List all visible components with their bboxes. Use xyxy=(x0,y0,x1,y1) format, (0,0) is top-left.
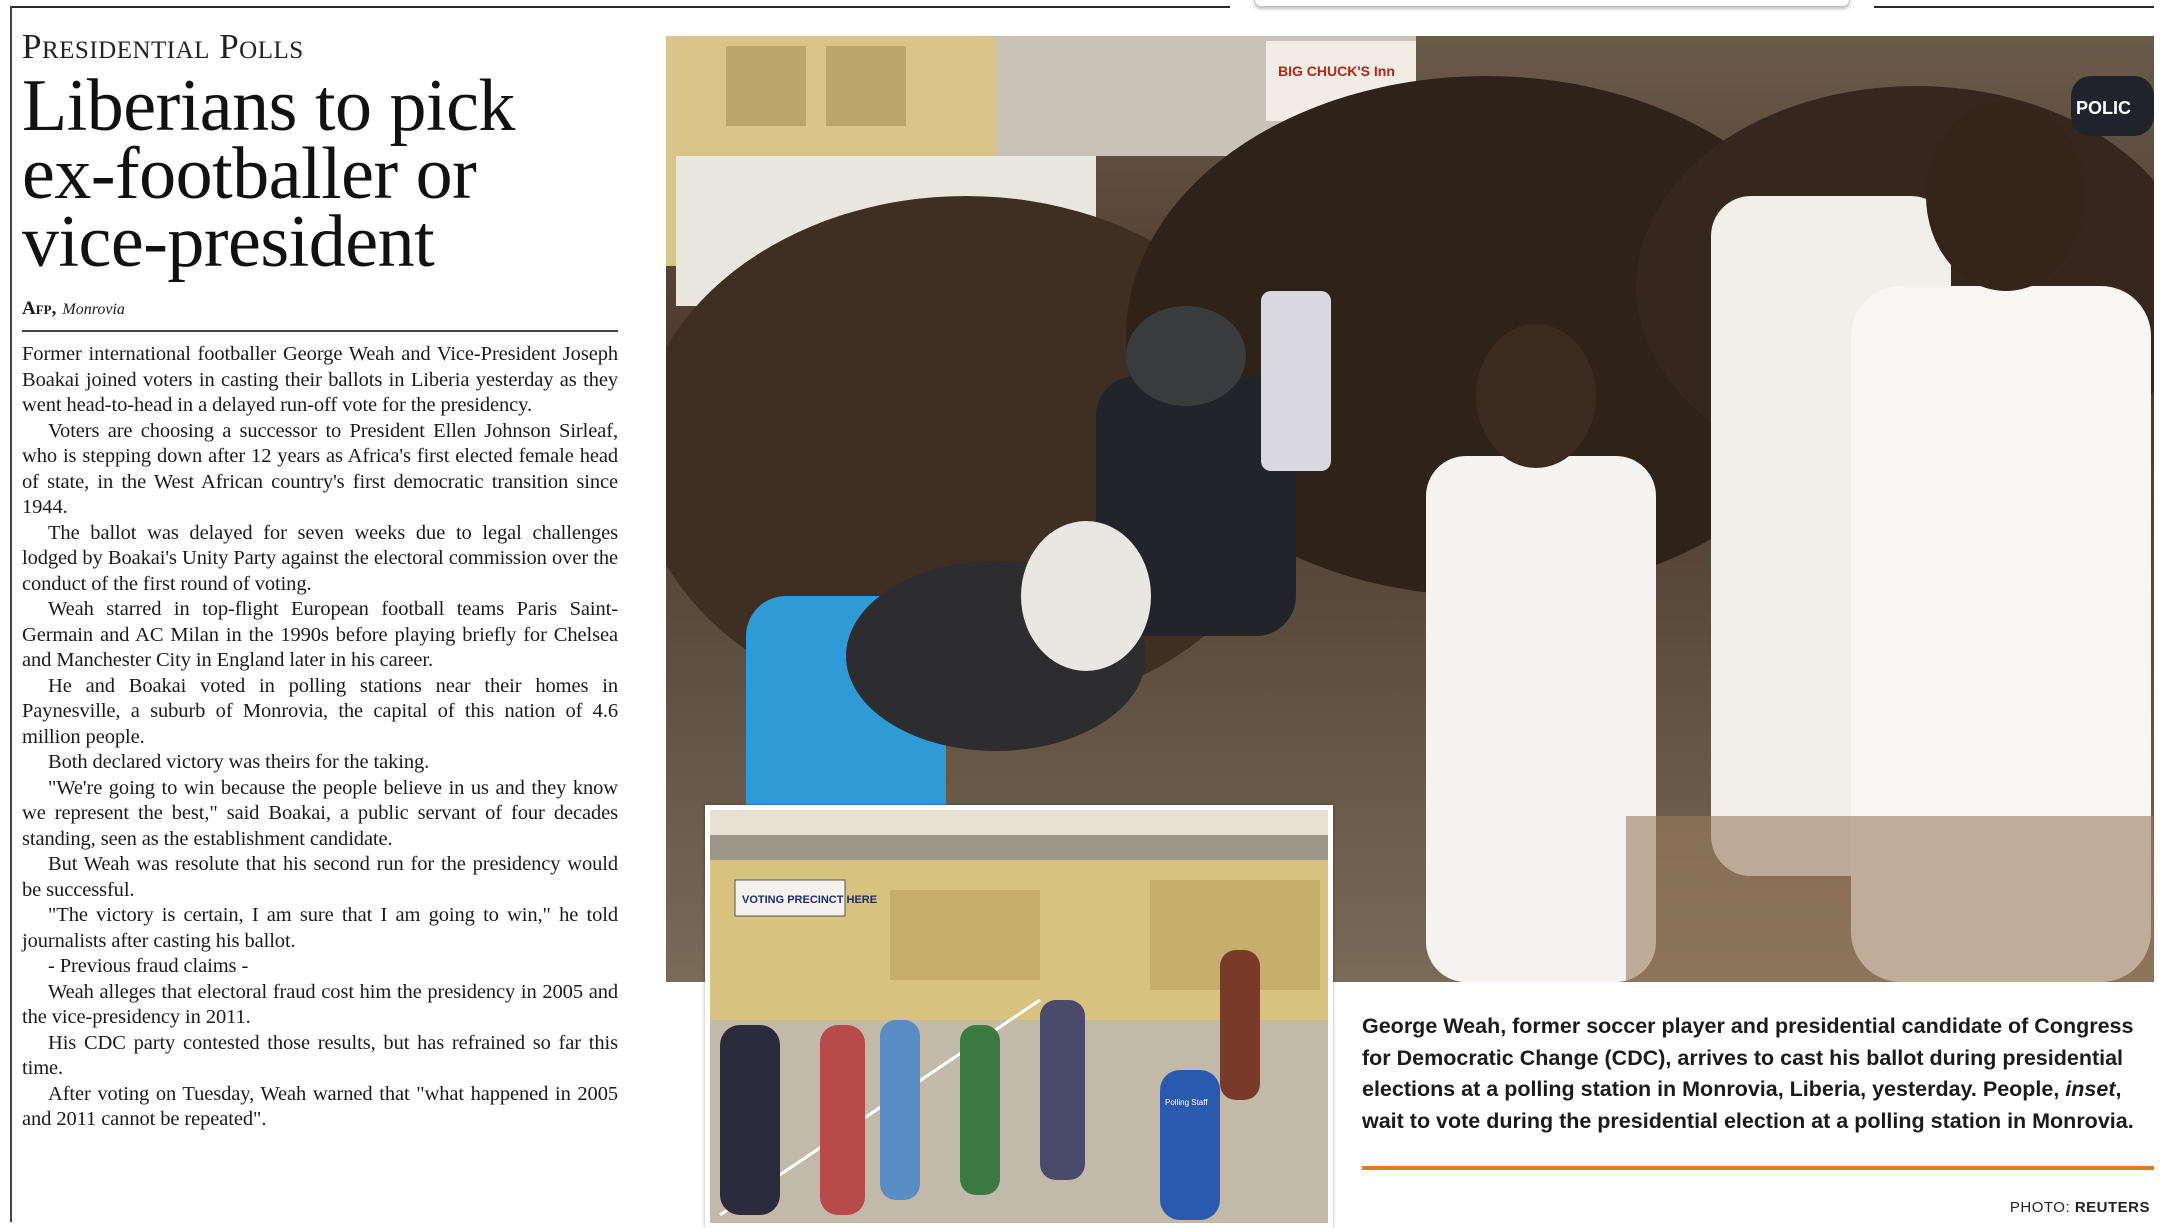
voter-figure xyxy=(720,1025,780,1215)
voter-figure xyxy=(1220,950,1260,1100)
wall-vent xyxy=(826,46,906,126)
roof xyxy=(710,835,1328,863)
article-paragraph: Both declared victory was theirs for the taking. xyxy=(48,751,430,773)
helmet xyxy=(1126,306,1246,406)
dirt-ground xyxy=(1626,816,2154,982)
building-window xyxy=(890,890,1040,980)
photo-credit-agency: REUTERS xyxy=(2074,1199,2150,1216)
article-paragraph: - Previous fraud claims - xyxy=(48,955,249,977)
article xyxy=(22,26,618,1133)
caption-text-part2: , wait to vote during the presidential election at a polling station in Monrovia. xyxy=(1362,1077,2134,1133)
weah-head xyxy=(1926,101,2086,291)
polling-sign-text: VOTING PRECINCT HERE xyxy=(742,894,878,906)
article-paragraph: But Weah was resolute that his second run for the presidency would be successful. xyxy=(22,853,618,901)
article-paragraph: "We're going to win because the people believe in us and they know we represent the best," said Boakai, a public servant of four decades standing, seen as the establishment candidate. xyxy=(22,776,618,850)
article-paragraph: His CDC party contested those results, but has refrained so far this time. xyxy=(22,1031,618,1079)
polling-staff-figure xyxy=(1160,1070,1220,1220)
caption-accent-rule xyxy=(1362,1166,2154,1170)
article-paragraph: Voters are choosing a successor to President Ellen Johnson Sirleaf, who is stepping down after 12 years as Africa's first elected female head of state, in the West African country's first democratic transition since 1944. xyxy=(22,419,618,518)
staff-vest-text: Polling Staff xyxy=(1165,1098,1208,1107)
article-body xyxy=(22,342,618,1133)
byline xyxy=(22,298,618,320)
photo-caption xyxy=(1362,1011,2154,1137)
headline: Liberians to pick ex-footballer or vice-president xyxy=(22,65,515,283)
white-outfit-man xyxy=(1426,456,1656,982)
article-paragraph: He and Boakai voted in polling stations near their homes in Paynesville, a suburb of Monrovia, the capital of this nation of 4.6 million people. xyxy=(22,674,618,748)
left-margin-rule xyxy=(10,6,12,1222)
article-paragraph: Weah starred in top-flight European football teams Paris Saint-Germain and AC Milan in the 1990s before playing briefly for Chelsea and Manchester City in England later in his career. xyxy=(22,598,618,671)
section-kicker: Presidential Polls xyxy=(22,27,304,66)
shop-sign-text: BIG CHUCK'S Inn xyxy=(1278,63,1395,79)
byline-place: Monrovia xyxy=(62,301,125,318)
voter-figure xyxy=(880,1020,920,1200)
byline-divider xyxy=(22,330,618,332)
inset-photo xyxy=(705,805,1333,1228)
article-paragraph: Weah alleges that electoral fraud cost him the presidency in 2005 and the vice-presidency in 2011. xyxy=(22,980,618,1028)
man-head xyxy=(1476,324,1596,468)
article-paragraph: "The victory is certain, I am sure that I am going to win," he told journalists after casting his ballot. xyxy=(22,904,618,952)
caption-emphasis: inset xyxy=(2065,1077,2116,1101)
photo-credit xyxy=(2010,1199,2150,1216)
voter-figure xyxy=(960,1025,1000,1195)
article-paragraph: Former international footballer George Weah and Vice-President Joseph Boakai joined voters in casting their ballots in Liberia yesterday as they went head-to-head in a delayed run-off vote for the presidency. xyxy=(22,343,618,416)
cap-brim xyxy=(1021,521,1151,671)
article-paragraph: After voting on Tuesday, Weah warned that "what happened in 2005 and 2011 cannot be repeated". xyxy=(22,1082,618,1130)
voter-figure xyxy=(820,1025,865,1215)
wall-vent xyxy=(726,46,806,126)
article-paragraph: The ballot was delayed for seven weeks due to legal challenges lodged by Boakai's Unity Party against the electoral commission over the conduct of the first round of voting. xyxy=(22,521,618,595)
top-rule-right xyxy=(1874,6,2154,8)
top-rule-left xyxy=(10,6,1230,8)
phone-hand xyxy=(1261,291,1331,471)
inset-photo-illustration xyxy=(710,810,1328,1223)
photo-credit-label: PHOTO: xyxy=(2009,1199,2075,1216)
police-cap-text: POLIC xyxy=(2076,98,2132,118)
caption-text-part1: George Weah, former soccer player and presidential candidate of Congress for Democratic Change (CDC), arrives to cast his ballot during presidential elections at a polling station in Monrovia, Liberia, yesterday. People, xyxy=(1362,1014,2134,1101)
byline-agency: Afp, xyxy=(22,298,57,319)
voter-figure xyxy=(1040,1000,1085,1180)
page-tab-decoration xyxy=(1254,0,1850,7)
